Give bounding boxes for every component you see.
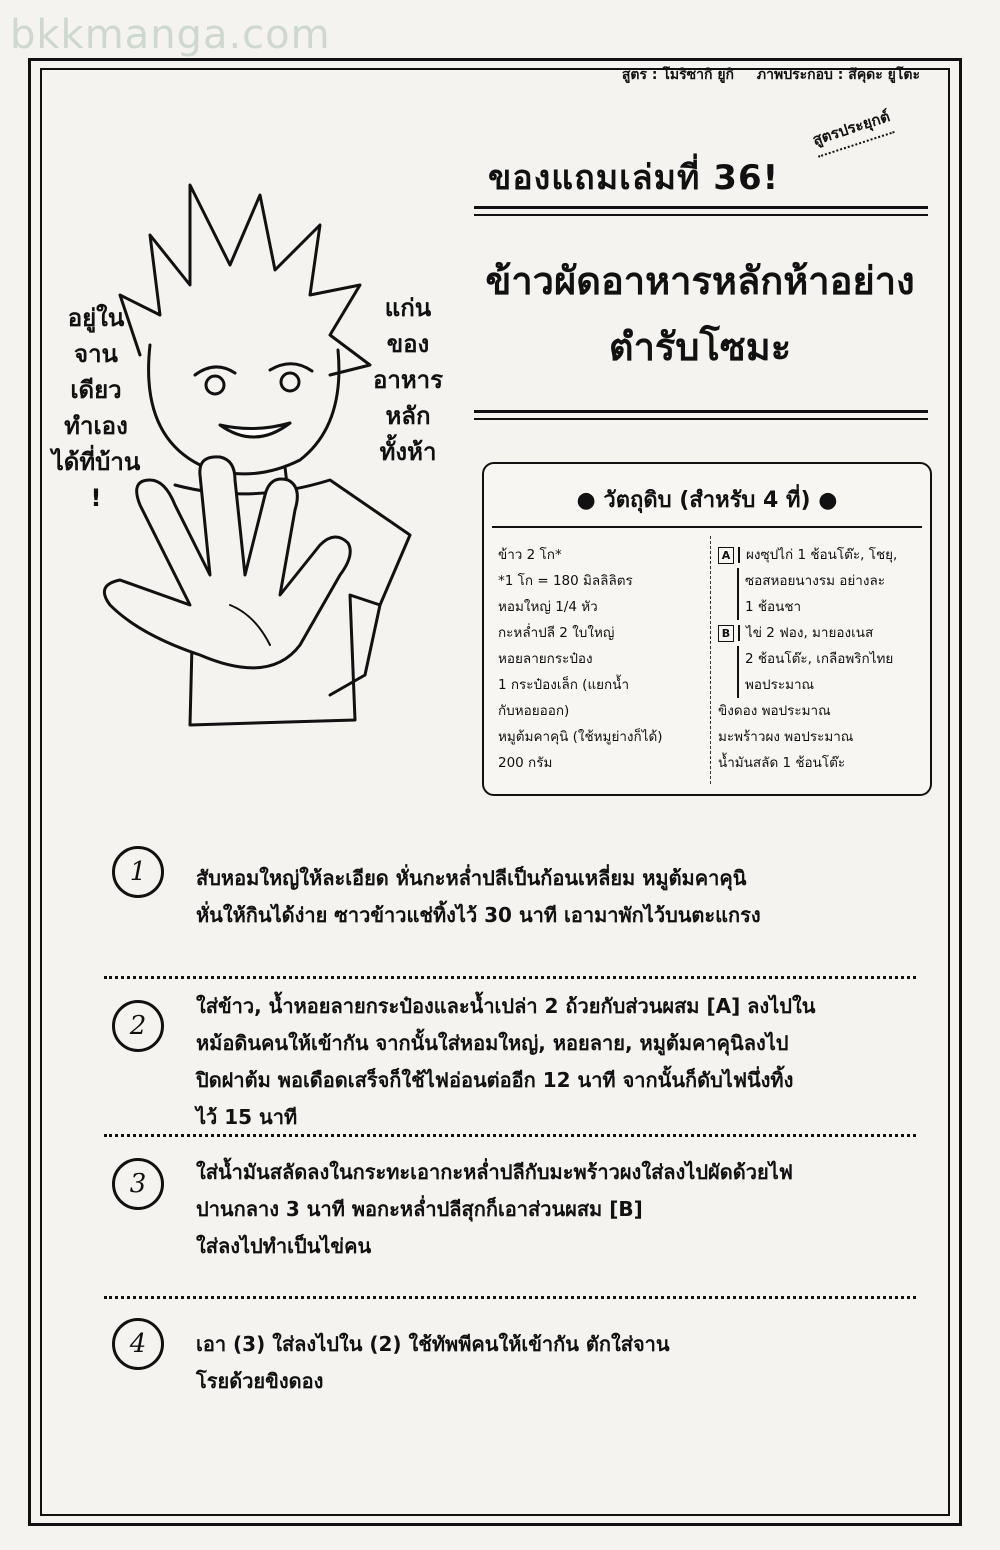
speech-left: อยู่ใน จานเดียว ทำเอง ได้ที่บ้าน ! bbox=[51, 304, 141, 512]
speech-right: แก่น ของ อาหาร หลัก ทั้งห้า bbox=[372, 294, 444, 466]
hair bbox=[120, 185, 370, 375]
watermark: bkkmanga.com bbox=[10, 12, 331, 58]
ingredient-item: กับหอยออก) bbox=[498, 703, 570, 719]
dish-title-line1: ข้าวผัดอาหารหลักห้าอย่าง bbox=[485, 259, 915, 303]
ingredient-item: พอประมาณ bbox=[737, 672, 926, 698]
step-number: 3 bbox=[112, 1158, 164, 1210]
step-text: สับหอมใหญ่ให้ละเอียด หั่นกะหล่ำปลีเป็นก้อนเหลี่ยม หมูต้มคาคุนิ หั่นให้กินได้ง่าย ซาวข้าวแช่ทิ้งไว้ 30 นาที เอามาพักไว้บนตะแกรง bbox=[196, 866, 761, 927]
ingredient-item: กะหล่ำปลี 2 ใบใหญ่ bbox=[498, 625, 615, 641]
group-a-label: A bbox=[718, 547, 734, 564]
extra-title: ของแถมเล่มที่ 36! bbox=[488, 158, 780, 198]
title-rule-bottom bbox=[474, 410, 928, 420]
ingredient-item: หอมใหญ่ 1/4 หัว bbox=[498, 599, 598, 615]
ingredients-heading: ● วัตถุดิบ (สำหรับ 4 ที่) ● bbox=[576, 488, 838, 513]
ingredients-separator bbox=[492, 526, 922, 528]
ingredient-item: มะพร้าวผง พอประมาณ bbox=[718, 729, 854, 745]
ingredient-item: หอยลายกระป๋อง bbox=[498, 651, 593, 667]
step-text: เอา (3) ใส่ลงไปใน (2) ใช้ทัพพีคนให้เข้ากัน ตักใส่จาน โรยด้วยขิงดอง bbox=[196, 1332, 670, 1393]
ingredients-divider bbox=[710, 536, 711, 784]
ingredient-item: 2 ช้อนโต๊ะ, เกลือพริกไทย bbox=[737, 646, 926, 672]
group-b bbox=[718, 620, 926, 698]
group-a bbox=[718, 542, 926, 620]
dish-title-line2: ตำรับโซมะ bbox=[608, 325, 792, 369]
applied-recipe-badge: สูตรประยุกต์ bbox=[809, 104, 895, 157]
step-text: ใส่ข้าว, น้ำหอยลายกระป๋องและน้ำเปล่า 2 ถ้วยกับส่วนผสม [A] ลงไปใน หม้อดินคนให้เข้ากัน จากนั้นใส่หอมใหญ่, หอยลาย, หมูต้มคาคุนิลงไป ปิดฝาต้ม พอเดือดเสร็จก็ใช้ไฟอ่อนต่ออีก 12 นาที จากนั้นก็ดับไฟนึ่งทิ้ง ไว้ 15 นาที bbox=[196, 994, 816, 1129]
ingredient-item: หมูต้มคาคุนิ (ใช้หมูย่างก็ได้) bbox=[498, 729, 663, 745]
ingredient-item: 1 ช้อนชา bbox=[737, 594, 926, 620]
step-divider bbox=[104, 976, 916, 979]
step-number: 1 bbox=[112, 846, 164, 898]
ingredients-right-list bbox=[718, 542, 926, 776]
ingredient-item: 200 กรัม bbox=[498, 755, 553, 771]
ingredients-box bbox=[482, 462, 932, 796]
ingredient-item: ขิงดอง พอประมาณ bbox=[718, 703, 831, 719]
face bbox=[149, 345, 339, 474]
credit-illustration: ภาพประกอบ : สึคุดะ ยูโตะ bbox=[756, 67, 920, 83]
ingredient-item: ข้าว 2 โก* bbox=[498, 547, 562, 563]
group-b-label: B bbox=[718, 625, 734, 642]
step-divider bbox=[104, 1296, 916, 1299]
ingredient-item: ไข่ 2 ฟอง, มายองเนส bbox=[738, 625, 873, 641]
ingredient-item: ผงซุปไก่ 1 ช้อนโต๊ะ, โชยุ, bbox=[738, 547, 897, 563]
title-rule-top bbox=[474, 206, 928, 216]
credit-recipe: สูตร : โมริซากิ ยูกิ bbox=[621, 67, 735, 83]
step-number: 2 bbox=[112, 1000, 164, 1052]
ingredients-left-list bbox=[498, 542, 710, 776]
dish-title bbox=[470, 248, 930, 380]
ingredient-item: 1 กระป๋องเล็ก (แยกน้ำ bbox=[498, 677, 630, 693]
step-number: 4 bbox=[112, 1318, 164, 1370]
ingredient-item: ซอสหอยนางรม อย่างละ bbox=[737, 568, 926, 594]
ingredient-item: *1 โก = 180 มิลลิลิตร bbox=[498, 573, 633, 589]
step-text: ใส่น้ำมันสลัดลงในกระทะเอากะหล่ำปลีกับมะพร้าวผงใส่ลงไปผัดด้วยไฟ ปานกลาง 3 นาที พอกะหล่ำปลีสุกก็เอาส่วนผสม [B] ใส่ลงไปทำเป็นไข่คน bbox=[196, 1160, 793, 1258]
ingredient-item: น้ำมันสลัด 1 ช้อนโต๊ะ bbox=[718, 755, 846, 771]
step-divider bbox=[104, 1134, 916, 1137]
credits bbox=[540, 64, 920, 86]
